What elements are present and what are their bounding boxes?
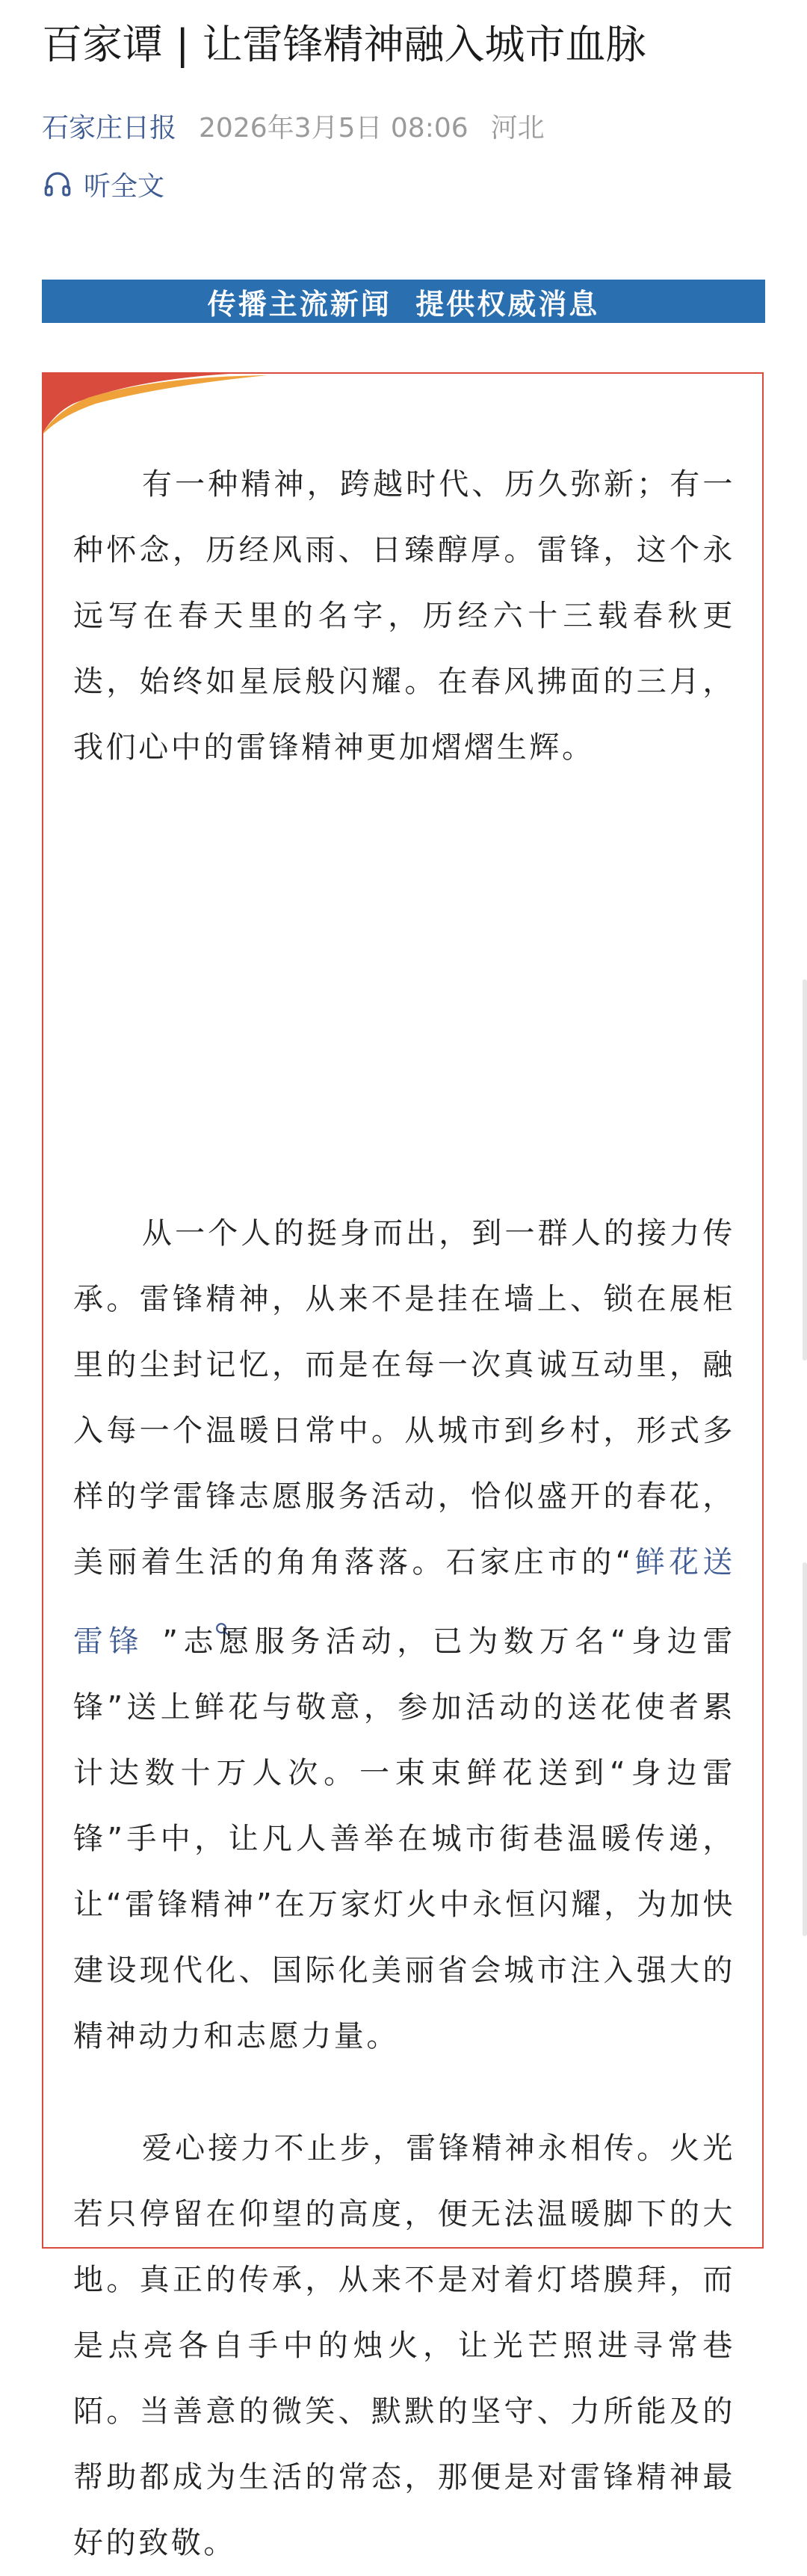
article-title: 百家谭 | 让雷锋精神融入城市血脉: [42, 21, 646, 68]
listen-button[interactable]: [42, 160, 164, 208]
search-icon: [146, 1595, 162, 1612]
article-meta: [42, 102, 545, 150]
region-label: 河北: [490, 112, 545, 144]
slogan-banner: [42, 280, 765, 323]
flower-campaign-link-text: 鲜花送雷锋: [73, 1545, 735, 1659]
paragraph-2-text-a: 从一个人的挺身而出，到一群人的接力传承。雷锋精神，从来不是挂在墙上、锁在展柜里的尘封记忆，而是在每一次真诚互动里，融入每一个温暖日常中。从城市到乡村，形式多样的学雷锋志愿服务活动，恰似盛开的春花，美丽着生活的角角落落。石家庄市的“: [73, 1216, 735, 1580]
paragraph-1: 有一种精神，跨越时代、历久弥新；有一种怀念，历经风雨、日臻醇厚。雷锋，这个永远写在春天里的名字，历经六十三载春秋更迭，始终如星辰般闪耀。在春风拂面的三月，我们心中的雷锋精神更加熠熠生辉。: [73, 467, 735, 765]
paragraph-3: 爱心接力不止步，雷锋精神永相传。火光若只停留在仰望的高度，便无法温暖脚下的大地。真正的传承，从来不是对着灯塔膜拜，而是点亮各自手中的烛火，让光芒照进寻常巷陌。当善意的微笑、默默的坚守、力所能及的帮助都成为生活的常态，那便是对雷锋精神最好的致敬。: [73, 2131, 735, 2560]
paragraph-2: [73, 1201, 735, 2069]
publish-date: 2026年3月5日 08:06: [199, 112, 469, 144]
corner-swoosh-decoration: [43, 374, 290, 434]
scroll-indicator-upper[interactable]: [803, 979, 807, 1361]
listen-label: 听全文: [84, 170, 165, 202]
banner-text: 传播主流新闻 提供权威消息: [207, 286, 600, 321]
source-link[interactable]: 石家庄日报: [42, 112, 177, 144]
headphones-icon: [42, 168, 73, 200]
paragraph-2-text-b: ”志愿服务活动，已为数万名“身边雷锋”送上鲜花与敬意，参加活动的送花使者累计达数十万人次。一束束鲜花送到“身边雷锋”手中，让凡人善举在城市街巷温暖传递，让“雷锋精神”在万家灯火中永恒闪耀，为加快建设现代化、国际化美丽省会城市注入强大的精神动力和志愿力量。: [73, 1624, 735, 2053]
scroll-indicator-lower[interactable]: [803, 1562, 807, 1936]
article-body-frame: [42, 372, 764, 2560]
